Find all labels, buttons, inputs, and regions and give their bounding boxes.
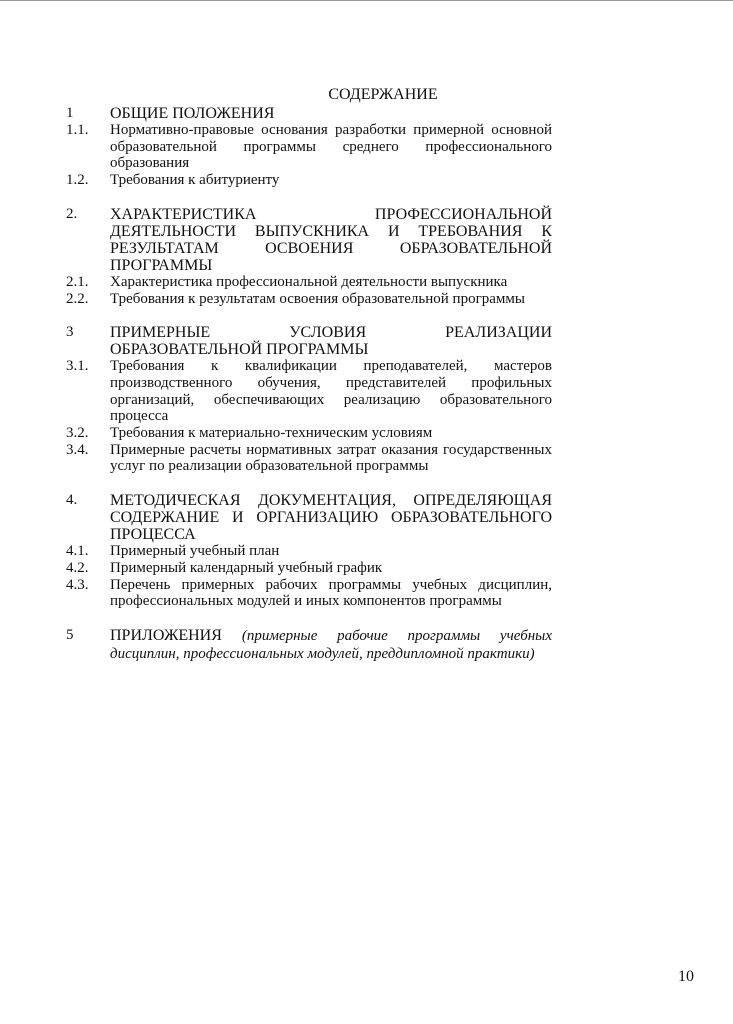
toc-number: 2.2. <box>66 290 89 307</box>
toc-text <box>110 627 552 663</box>
toc-text: ПРИМЕРНЫЕ УСЛОВИЯ РЕАЛИЗАЦИИ ОБРАЗОВАТЕЛЬНОЙ ПРОГРАММЫ <box>110 324 552 359</box>
toc-text: Требования к результатам освоения образовательной программы <box>110 290 525 307</box>
page-number: 10 <box>678 968 694 985</box>
toc-heading-text: ПРИЛОЖЕНИЯ <box>110 626 222 644</box>
toc-item-1-1 <box>66 122 552 172</box>
toc-text: ОБЩИЕ ПОЛОЖЕНИЯ <box>110 105 275 122</box>
toc-number: 2.1. <box>66 273 89 290</box>
toc-number: 2. <box>66 205 78 222</box>
toc-item-2-1 <box>66 274 552 291</box>
toc-number: 3.2. <box>66 425 89 442</box>
toc-text: Требования к квалификации преподавателей, мастеров производственного обучения, представителей профильных организаций, обеспечивающих реализацию образовательного процесса <box>110 358 552 425</box>
toc-text: Нормативно-правовые основания разработки примерной основной образовательной программы среднего профессионального образования <box>110 122 552 172</box>
toc-section-3 <box>66 324 552 358</box>
scan-edge <box>0 0 733 1</box>
toc-number: 4.2. <box>66 559 89 576</box>
toc-number: 1.1. <box>66 122 89 138</box>
toc-item-4-1 <box>66 543 552 560</box>
toc-text: Перечень примерных рабочих программы учебных дисциплин, профессиональных модулей и иных компонентов программы <box>110 576 552 610</box>
toc-text: Требования к материально-техническим условиям <box>110 425 433 442</box>
toc-number: 3.1. <box>66 358 89 375</box>
toc-section-2 <box>66 206 552 274</box>
toc-number: 3 <box>66 324 74 341</box>
toc-text: Характеристика профессиональной деятельности выпускника <box>110 273 508 290</box>
toc-text: Примерные расчеты нормативных затрат оказания государственных услуг по реализации образовательной программы <box>110 441 552 475</box>
page-title: СОДЕРЖАНИЕ <box>328 86 438 103</box>
toc-item-3-4 <box>66 442 552 475</box>
toc-item-4-3 <box>66 577 552 610</box>
toc-number: 4. <box>66 492 78 509</box>
toc-section-5 <box>66 627 552 663</box>
toc-number: 1.2. <box>66 172 89 189</box>
toc-text: Примерный календарный учебный график <box>110 559 383 576</box>
toc-item-3-2 <box>66 425 552 442</box>
toc-number: 4.3. <box>66 576 89 593</box>
toc-number: 4.1. <box>66 543 89 560</box>
toc-number: 3.4. <box>66 441 89 458</box>
toc-section-1 <box>66 105 552 122</box>
table-of-contents <box>66 86 552 663</box>
toc-text: ХАРАКТЕРИСТИКА ПРОФЕССИОНАЛЬНОЙ ДЕЯТЕЛЬНОСТИ ВЫПУСКНИКА И ТРЕБОВАНИЯ К РЕЗУЛЬТАТАМ ОСВОЕНИЯ ОБРАЗОВАТЕЛЬНОЙ ПРОГРАММЫ <box>110 205 552 274</box>
toc-item-4-2 <box>66 560 552 577</box>
toc-text: Примерный учебный план <box>110 543 280 560</box>
toc-number: 5 <box>66 626 74 643</box>
toc-item-2-2 <box>66 291 552 308</box>
toc-text: МЕТОДИЧЕСКАЯ ДОКУМЕНТАЦИЯ, ОПРЕДЕЛЯЮЩАЯ СОДЕРЖАНИЕ И ОРГАНИЗАЦИЮ ОБРАЗОВАТЕЛЬНОГО ПРОЦЕССА <box>110 492 552 544</box>
toc-text: Требования к абитуриенту <box>110 172 280 189</box>
toc-item-3-1 <box>66 358 552 425</box>
toc-note: (примерные рабочие программы учебных дисциплин, профессиональных модулей, преддипломной практики) <box>110 627 552 662</box>
toc-section-4 <box>66 492 552 543</box>
toc-number: 1 <box>66 105 74 121</box>
toc-item-1-2 <box>66 172 552 189</box>
